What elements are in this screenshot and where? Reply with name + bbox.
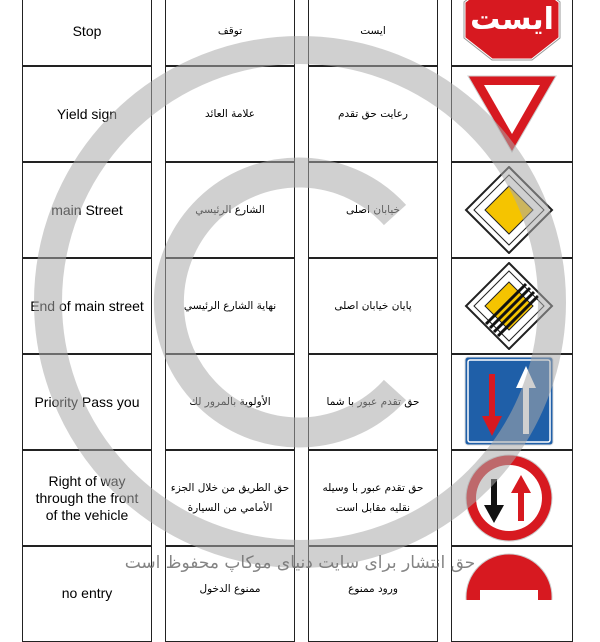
persian-label: ورود ممنوع — [348, 583, 398, 595]
arabic-label: توقف — [217, 25, 243, 37]
english-label: Right of way through the front of the vehicle — [35, 472, 139, 523]
persian-cell — [308, 450, 438, 546]
arabic-cell — [165, 0, 295, 66]
stop-sign-icon — [462, 0, 562, 62]
persian-cell — [308, 162, 438, 258]
persian-cell — [308, 0, 438, 66]
arabic-label: حق الطريق من خلال الجزء الأمامي من السيارة — [170, 482, 290, 514]
persian-cell — [308, 258, 438, 354]
persian-label: حق تقدم عبور با شما — [326, 396, 420, 408]
stop-sign-text: ایست — [470, 2, 554, 37]
english-label: Stop — [72, 22, 102, 39]
no-entry-sign-icon — [464, 552, 554, 600]
arabic-label: علامة العائد — [205, 108, 255, 120]
arabic-label: الأولوية بالمرور لك — [189, 396, 271, 408]
persian-label: حق تقدم عبور با وسیله نقلیه مقابل است — [322, 482, 424, 514]
english-label: Yield sign — [56, 105, 118, 122]
english-cell — [22, 354, 152, 450]
persian-label: پایان خیابان اصلی — [334, 300, 412, 312]
persian-cell — [308, 546, 438, 642]
english-cell — [22, 0, 152, 66]
arabic-cell — [165, 162, 295, 258]
persian-label: ایست — [360, 25, 386, 37]
yield-sign-icon — [466, 72, 558, 156]
arabic-cell — [165, 450, 295, 546]
give-way-oncoming-sign-icon — [464, 453, 554, 543]
english-cell — [22, 162, 152, 258]
english-label: main Street — [51, 201, 123, 218]
english-label: no entry — [61, 585, 113, 601]
arabic-cell — [165, 546, 295, 642]
arabic-cell — [165, 354, 295, 450]
english-cell — [22, 450, 152, 546]
persian-cell — [308, 66, 438, 162]
priority-road-sign-icon — [464, 166, 554, 254]
persian-label: رعایت حق تقدم — [338, 108, 408, 120]
priority-over-oncoming-sign-icon — [464, 356, 554, 446]
arabic-cell — [165, 258, 295, 354]
persian-cell — [308, 354, 438, 450]
arabic-cell — [165, 66, 295, 162]
english-cell — [22, 258, 152, 354]
persian-label: خیابان اصلی — [345, 204, 401, 216]
arabic-label: الشارع الرئيسي — [195, 204, 265, 216]
english-cell — [22, 546, 152, 642]
arabic-label: ممنوع الدخول — [199, 583, 261, 595]
arabic-label: نهاية الشارع الرئيسي — [183, 300, 277, 312]
english-label: Priority Pass you — [34, 393, 140, 410]
end-priority-road-sign-icon — [464, 262, 554, 350]
watermark-text: حق انتشار برای سایت دنیای موکاپ محفوظ است — [124, 553, 476, 573]
english-cell — [22, 66, 152, 162]
english-label: End of main street — [30, 297, 144, 314]
